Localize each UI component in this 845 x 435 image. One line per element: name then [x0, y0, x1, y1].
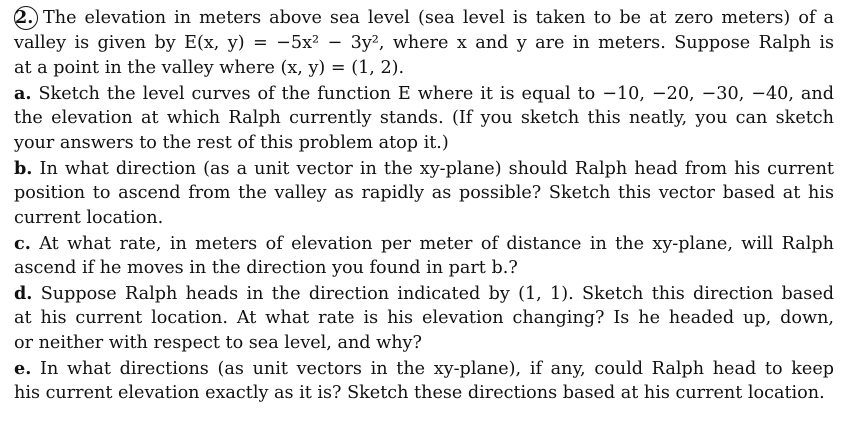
- part-d-line-1: [14, 281, 834, 306]
- intro-line-2: valley is given by E(x, y) = −5x² − 3y², where x and y are in meters. Suppose Ralph is: [14, 33, 834, 53]
- part-c-text-1: At what rate, in meters of elevation per meter of distance in the xy-plane, will Ralph: [39, 234, 835, 254]
- part-b-line-3: current location.: [14, 208, 164, 228]
- part-d-text-1: Suppose Ralph heads in the direction indicated by (1, 1). Sketch this direction based: [40, 284, 834, 304]
- intro-line-3: at a point in the valley where (x, y) = (1, 2).: [14, 58, 405, 78]
- part-e-label: e.: [14, 358, 32, 379]
- intro-text-1: The elevation in meters above sea level (sea level is taken to be at zero meters) of a: [43, 8, 834, 28]
- part-a-label: a.: [14, 83, 32, 104]
- part-a-line-3: your answers to the rest of this problem atop it.): [14, 133, 449, 153]
- part-b-label: b.: [14, 158, 33, 179]
- part-b-line-2: position to ascend from the valley as rapidly as possible? Sketch this vector based at his: [14, 183, 834, 203]
- part-d-line-2: at his current location. At what rate is his elevation changing? Is he headed up, down,: [14, 308, 834, 328]
- part-e-text-1: In what directions (as unit vectors in the xy-plane), if any, could Ralph head to keep: [40, 359, 834, 379]
- problem-number-badge: 2.: [14, 6, 38, 30]
- part-c-label: c.: [14, 233, 31, 254]
- part-d-label: d.: [14, 283, 33, 304]
- problem-text: [14, 6, 834, 406]
- part-d-line-3: or neither with respect to sea level, and why?: [14, 333, 422, 353]
- part-b-text-1: In what direction (as a unit vector in the xy-plane) should Ralph head from his current: [39, 159, 834, 179]
- part-a-line-1: [14, 81, 834, 106]
- part-e-line-2: his current elevation exactly as it is? Sketch these directions based at his current location.: [14, 383, 825, 403]
- intro-line-1: [14, 6, 834, 31]
- part-c-line-1: [14, 231, 834, 256]
- part-e-line-1: [14, 356, 834, 381]
- part-b-line-1: [14, 156, 834, 181]
- part-c-line-2: ascend if he moves in the direction you found in part b.?: [14, 258, 518, 278]
- part-a-text-1: Sketch the level curves of the function E where it is equal to −10, −20, −30, −40, and: [38, 84, 834, 104]
- part-a-line-2: the elevation at which Ralph currently stands. (If you sketch this neatly, you can sketch: [14, 108, 834, 128]
